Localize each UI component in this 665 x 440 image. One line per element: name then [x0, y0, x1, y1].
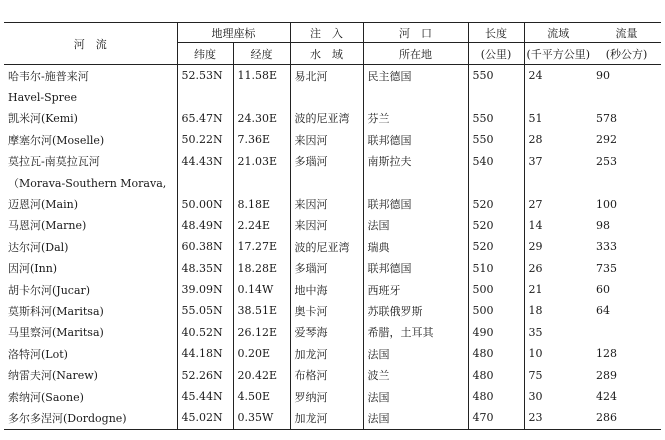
cell-name: 摩塞尔河(Moselle): [8, 133, 105, 147]
river-table: [4, 22, 661, 430]
header-length-top: 长度: [468, 23, 524, 43]
table-row: [4, 386, 661, 407]
cell-area: 75: [524, 364, 592, 385]
cell-country: 西班牙: [363, 279, 468, 300]
cell-area: 27: [524, 193, 592, 214]
cell-into: 加龙河: [290, 407, 363, 429]
cell-lat: 44.18N: [177, 343, 233, 364]
cell-into: [290, 172, 363, 193]
cell-lat: 60.38N: [177, 236, 233, 257]
cell-lon: 18.28E: [233, 258, 290, 279]
cell-area: [524, 172, 592, 193]
header-mouth-top: 河 口: [363, 23, 468, 43]
cell-name: Havel-Spree: [8, 90, 77, 104]
cell-lat: 48.35N: [177, 258, 233, 279]
header-length-bottom: (公里): [468, 43, 524, 65]
cell-country: [363, 172, 468, 193]
cell-length: 520: [468, 236, 524, 257]
cell-country: 希腊，土耳其: [363, 322, 468, 343]
cell-name: 因河(Inn): [8, 262, 58, 276]
cell-lon: 0.14W: [233, 279, 290, 300]
cell-name: 马里察河(Maritsa): [8, 326, 104, 340]
cell-lat: 50.00N: [177, 193, 233, 214]
cell-flow: 98: [596, 218, 610, 232]
table-row: [4, 300, 661, 321]
cell-lat: 45.02N: [177, 407, 233, 429]
table-body: [4, 65, 661, 430]
cell-flow: 333: [596, 240, 617, 254]
cell-flow: 292: [596, 133, 617, 147]
cell-into: 多瑙河: [290, 258, 363, 279]
cell-area: 29: [524, 236, 592, 257]
cell-name: 达尔河(Dal): [8, 240, 69, 254]
cell-length: [468, 172, 524, 193]
cell-country: 联邦德国: [363, 193, 468, 214]
cell-lon: 7.36E: [233, 129, 290, 150]
cell-country: 法国: [363, 386, 468, 407]
cell-country: 法国: [363, 407, 468, 429]
cell-area: [524, 86, 592, 107]
cell-country: 芬兰: [363, 108, 468, 129]
header-into-top: 注 入: [290, 23, 363, 43]
cell-name: 马恩河(Marne): [8, 219, 87, 233]
cell-length: 540: [468, 151, 524, 172]
cell-into: 来因河: [290, 129, 363, 150]
cell-country: 联邦德国: [363, 258, 468, 279]
cell-into: 奥卡河: [290, 300, 363, 321]
cell-lat: 48.49N: [177, 215, 233, 236]
cell-length: 490: [468, 322, 524, 343]
cell-into: 波的尼亚湾: [290, 236, 363, 257]
cell-lon: 21.03E: [233, 151, 290, 172]
cell-flow: [592, 86, 661, 107]
table-row: [4, 151, 661, 172]
cell-name: 索纳河(Saone): [8, 390, 84, 404]
cell-area: 24: [524, 65, 592, 87]
cell-length: 470: [468, 407, 524, 429]
cell-area: 51: [524, 108, 592, 129]
cell-into: 多瑙河: [290, 151, 363, 172]
cell-country: 波兰: [363, 364, 468, 385]
cell-into: 来因河: [290, 193, 363, 214]
cell-country: 联邦德国: [363, 129, 468, 150]
cell-lat: 52.53N: [177, 65, 233, 87]
header-area-bottom: (千平方公里): [524, 43, 592, 65]
cell-name: 洛特河(Lot): [8, 347, 68, 361]
cell-area: 35: [524, 322, 592, 343]
cell-length: 520: [468, 215, 524, 236]
table-row: [4, 65, 661, 87]
cell-flow: 735: [596, 261, 617, 275]
table-row: [4, 172, 661, 193]
cell-into: 来因河: [290, 215, 363, 236]
cell-lon: 0.20E: [233, 343, 290, 364]
cell-lon: 0.35W: [233, 407, 290, 429]
cell-into: [290, 86, 363, 107]
cell-length: 550: [468, 108, 524, 129]
cell-lon: 20.42E: [233, 364, 290, 385]
cell-country: 法国: [363, 343, 468, 364]
cell-area: 14: [524, 215, 592, 236]
cell-lon: 4.50E: [233, 386, 290, 407]
cell-country: [363, 86, 468, 107]
table-row: [4, 364, 661, 385]
header-area-top: 流域: [524, 23, 592, 43]
cell-name: 多尔多涅河(Dordogne): [4, 407, 177, 429]
cell-lat: 44.43N: [177, 151, 233, 172]
cell-name: （Morava-Southern Morava,: [8, 176, 167, 190]
cell-lat: [177, 172, 233, 193]
cell-area: 37: [524, 151, 592, 172]
cell-flow: [592, 172, 661, 193]
cell-flow: 424: [596, 390, 617, 404]
table-row: [4, 258, 661, 279]
table-row: [4, 343, 661, 364]
table-row: [4, 108, 661, 129]
cell-flow: [592, 322, 661, 343]
cell-area: 23: [524, 407, 592, 429]
cell-flow: 286: [592, 407, 661, 429]
cell-length: 550: [468, 65, 524, 87]
cell-name: 迈恩河(Main): [8, 198, 79, 212]
table-row: [4, 193, 661, 214]
cell-into: 波的尼亚湾: [290, 108, 363, 129]
cell-length: 510: [468, 258, 524, 279]
cell-lat: 55.05N: [177, 300, 233, 321]
cell-name: 胡卡尔河(Jucar): [8, 283, 91, 297]
cell-area: 30: [524, 386, 592, 407]
cell-lat: 45.44N: [177, 386, 233, 407]
cell-area: 26: [524, 258, 592, 279]
cell-lon: 8.18E: [233, 193, 290, 214]
table-row: [4, 236, 661, 257]
cell-lon: 2.24E: [233, 215, 290, 236]
cell-length: 480: [468, 386, 524, 407]
table-row: [4, 322, 661, 343]
cell-length: 480: [468, 364, 524, 385]
header-flow-bottom: (秒公方): [592, 43, 661, 65]
cell-length: 550: [468, 129, 524, 150]
header-mouth-bottom: 所在地: [363, 43, 468, 65]
cell-name: 莫斯科河(Maritsa): [8, 304, 104, 318]
cell-flow: 578: [596, 111, 617, 125]
cell-into: 地中海: [290, 279, 363, 300]
cell-country: 民主德国: [363, 65, 468, 87]
cell-lat: 50.22N: [177, 129, 233, 150]
cell-into: 爱琴海: [290, 322, 363, 343]
table-row: [4, 279, 661, 300]
cell-country: 苏联俄罗斯: [363, 300, 468, 321]
cell-length: [468, 86, 524, 107]
header-lat: 纬度: [177, 43, 233, 65]
cell-into: 布格河: [290, 364, 363, 385]
cell-country: 法国: [363, 215, 468, 236]
cell-length: 500: [468, 300, 524, 321]
cell-name: 纳雷夫河(Narew): [8, 369, 98, 383]
cell-lat: 39.09N: [177, 279, 233, 300]
cell-length: 480: [468, 343, 524, 364]
cell-lon: 11.58E: [233, 65, 290, 87]
cell-flow: 253: [596, 154, 617, 168]
cell-flow: 60: [596, 283, 610, 297]
cell-lat: 52.26N: [177, 364, 233, 385]
cell-length: 520: [468, 193, 524, 214]
cell-length: 500: [468, 279, 524, 300]
cell-lon: 17.27E: [233, 236, 290, 257]
cell-country: 南斯拉夫: [363, 151, 468, 172]
cell-lat: 65.47N: [177, 108, 233, 129]
cell-lon: 26.12E: [233, 322, 290, 343]
table-row: [4, 129, 661, 150]
cell-name: 凯米河(Kemi): [8, 112, 78, 126]
cell-area: 21: [524, 279, 592, 300]
cell-country: 瑞典: [363, 236, 468, 257]
cell-lon: [233, 86, 290, 107]
cell-lon: 24.30E: [233, 108, 290, 129]
table-row: [4, 86, 661, 107]
cell-flow: 64: [596, 304, 610, 318]
header-flow-top: 流量: [592, 23, 661, 43]
cell-lat: 40.52N: [177, 322, 233, 343]
cell-area: 28: [524, 129, 592, 150]
cell-area: 10: [524, 343, 592, 364]
cell-into: 加龙河: [290, 343, 363, 364]
cell-flow: 90: [596, 69, 610, 83]
table-header: [4, 23, 661, 65]
header-lon: 经度: [233, 43, 290, 65]
cell-lat: [177, 86, 233, 107]
cell-into: 罗纳河: [290, 386, 363, 407]
cell-flow: 289: [596, 368, 617, 382]
header-river: 河 流: [4, 23, 177, 65]
cell-name: 哈韦尔-施普来河: [8, 69, 89, 83]
cell-area: 18: [524, 300, 592, 321]
cell-flow: 128: [596, 347, 617, 361]
cell-lon: [233, 172, 290, 193]
table-row: [4, 215, 661, 236]
cell-into: 易北河: [290, 65, 363, 87]
table-row: [4, 407, 661, 429]
cell-flow: 100: [596, 197, 617, 211]
cell-name: 莫拉瓦-南莫拉瓦河: [8, 155, 100, 169]
cell-lon: 38.51E: [233, 300, 290, 321]
header-coords: 地理座标: [177, 23, 290, 43]
header-into-bottom: 水 域: [290, 43, 363, 65]
